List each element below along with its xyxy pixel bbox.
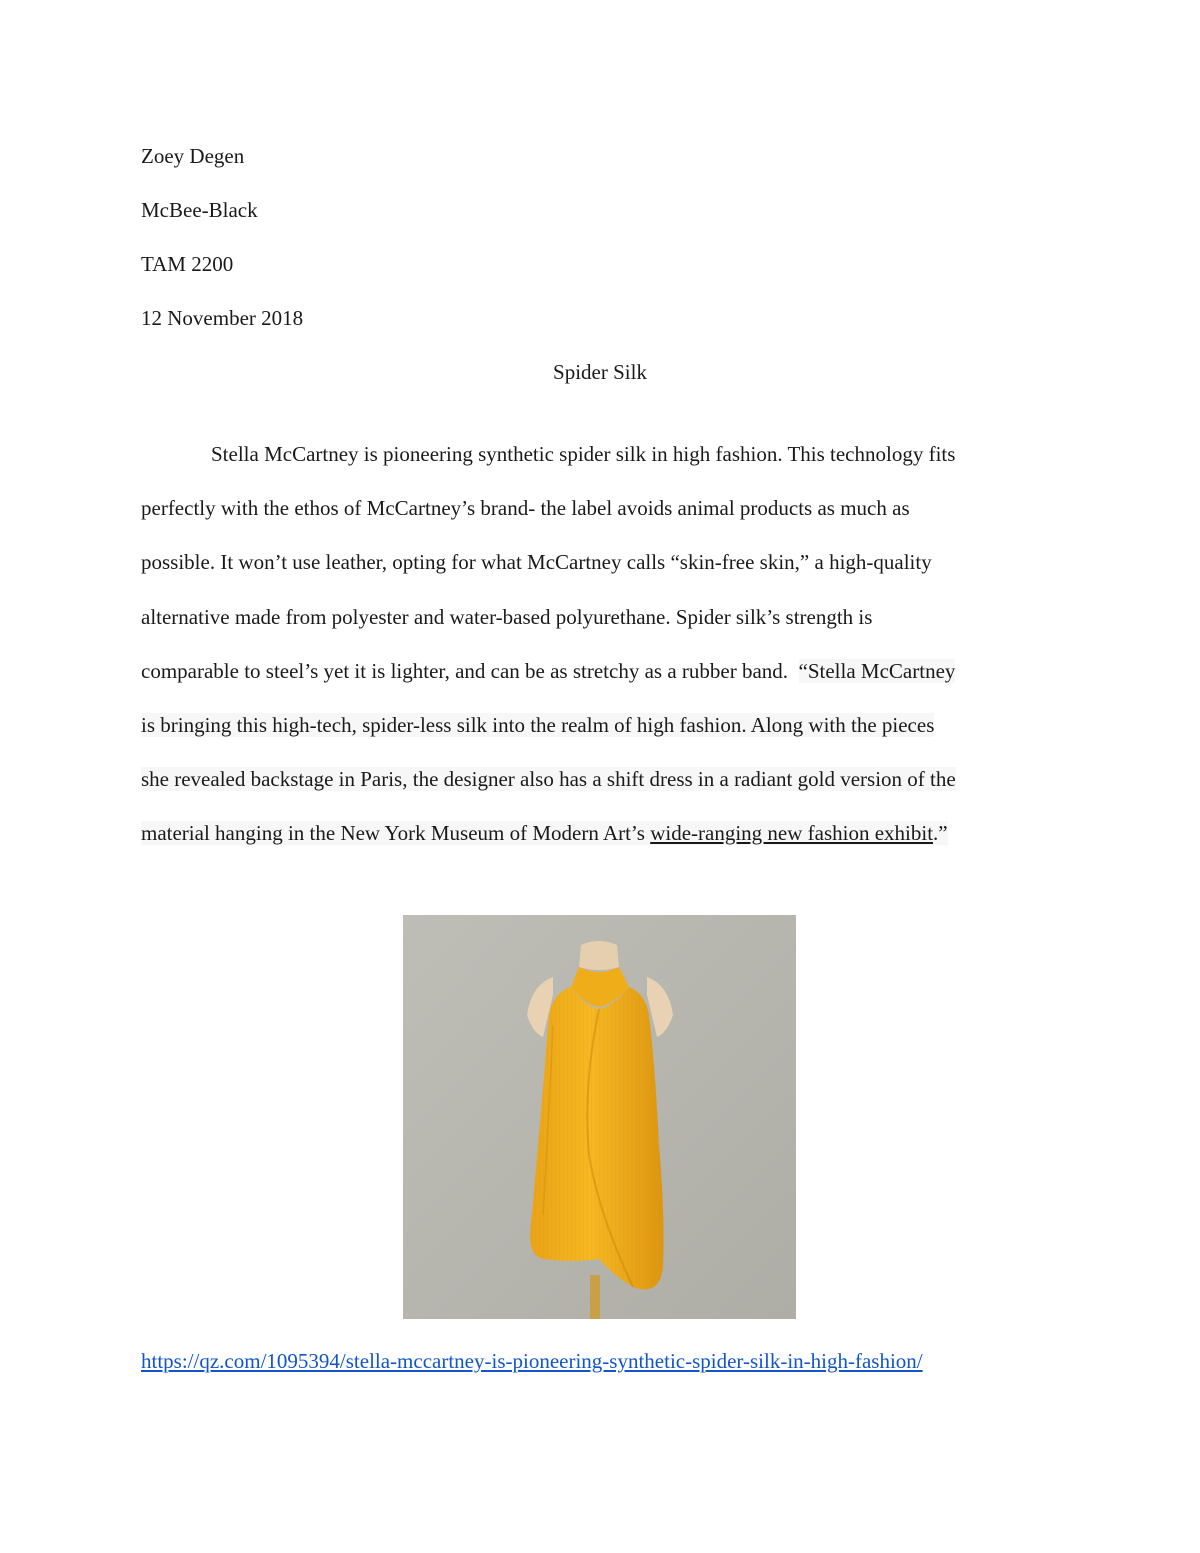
paragraph-line (141, 819, 1061, 873)
quotation-text: is bringing this high-tech, spider-less silk into the realm of high fashion. Along with the pieces (141, 712, 935, 737)
paragraph-line: perfectly with the ethos of McCartney’s brand- the label avoids animal products as much as (141, 496, 910, 521)
paragraph-line (141, 711, 1061, 765)
paragraph-line: alternative made from polyester and water-based polyurethane. Spider silk’s strength is (141, 604, 873, 629)
dress-photo (403, 915, 796, 1319)
mannequin-neck (579, 941, 619, 970)
source-url-link[interactable]: https://qz.com/1095394/stella-mccartney-is-pioneering-synthetic-spider-silk-in-high-fashion/ (141, 1349, 923, 1373)
paragraph-text: comparable to steel’s yet it is lighter, and can be as stretchy as a rubber band. (141, 658, 789, 683)
quotation-text: “Stella McCartney (798, 658, 956, 683)
essay-title: Spider Silk (553, 360, 647, 384)
quotation-text: she revealed backstage in Paris, the designer also has a shift dress in a radiant gold version of the (141, 767, 956, 792)
paragraph-line: possible. It won’t use leather, opting for what McCartney calls “skin-free skin,” a high-quality (141, 550, 932, 575)
paragraph-line (141, 657, 1061, 711)
quotation-end: .” (933, 821, 948, 846)
dress-pleats (530, 987, 663, 1289)
author-name: Zoey Degen (141, 144, 245, 168)
dress-illustration (403, 915, 796, 1319)
exhibit-link[interactable]: wide-ranging new fashion exhibit (650, 821, 934, 846)
mannequin-stand (590, 1275, 600, 1319)
quotation-text: material hanging in the New York Museum of Modern Art’s (141, 821, 651, 846)
paragraph-line (141, 765, 1061, 819)
paragraph-line: Stella McCartney is pioneering synthetic spider silk in high fashion. This technology fits (211, 442, 956, 466)
document-date: 12 November 2018 (141, 306, 304, 330)
instructor-name: McBee-Black (141, 198, 258, 222)
essay-paragraph (141, 440, 1061, 874)
course-code: TAM 2200 (141, 252, 234, 276)
